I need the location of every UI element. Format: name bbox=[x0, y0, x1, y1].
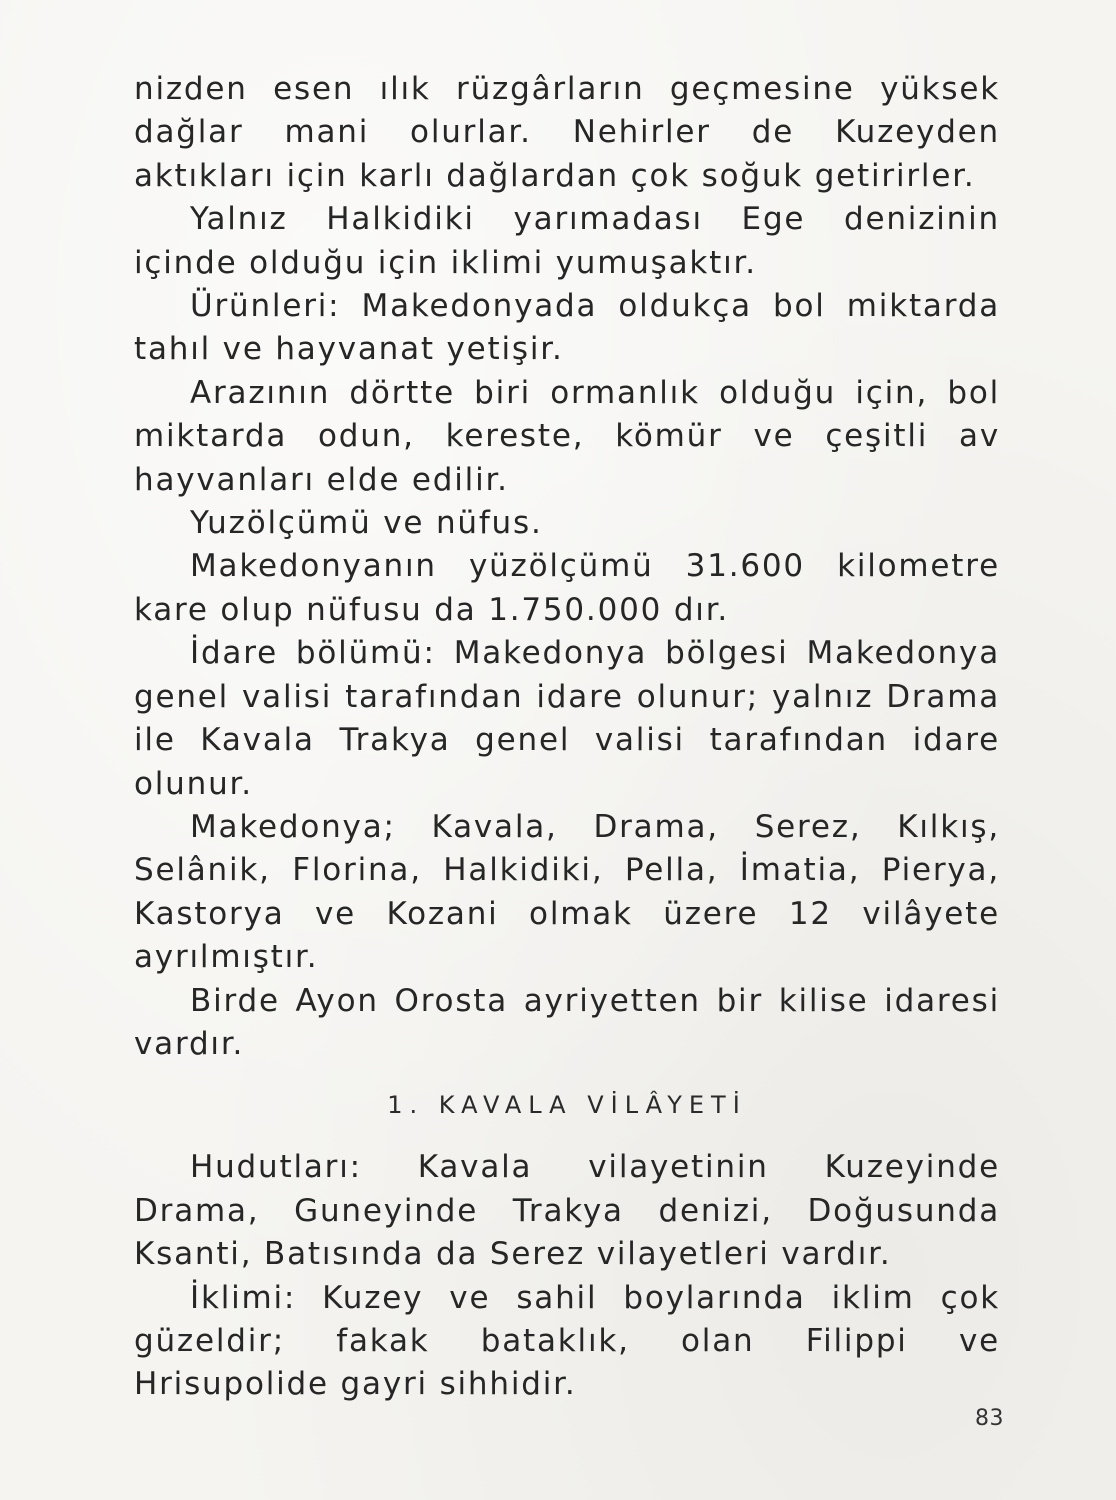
paragraph-kavala-climate: İklimi: Kuzey ve sahil boylarında iklim çok güzeldir; fakak bataklık, olan Filippi ve Hrisupolide gayri sihhidir. bbox=[134, 1279, 1000, 1403]
section-heading-kavala: 1. KAVALA VİLÂYETİ bbox=[387, 1091, 747, 1120]
page-body bbox=[134, 68, 1000, 1407]
paragraph-products: Ürünleri: Makedonyada oldukça bol miktarda tahıl ve hayvanat yetişir. bbox=[134, 288, 1000, 368]
paragraph-area-population: Makedonyanın yüzölçümü 31.600 kilometre kare olup nüfusu da 1.750.000 dır. bbox=[134, 548, 1000, 628]
paragraph-administration: İdare bölümü: Makedonya bölgesi Makedonya genel valisi tarafından idare olunur; yalnız Drama ile Kavala Trakya genel valisi tarafından idare olunur. bbox=[134, 635, 1000, 802]
page-number: 83 bbox=[975, 1406, 1004, 1431]
paragraph-kavala-borders: Hudutları: Kavala vilayetinin Kuzeyinde Drama, Guneyinde Trakya denizi, Doğusunda Ksanti, Batısında da Serez vilayetleri vardır. bbox=[134, 1149, 1000, 1273]
paragraph-winds-rivers: nizden esen ılık rüzgârların geçmesine yüksek dağlar mani olurlar. Nehirler de Kuzeyden aktıkları için karlı dağlardan çok soğuk getirirler. bbox=[134, 71, 1000, 194]
paragraph-provinces: Makedonya; Kavala, Drama, Serez, Kılkış, Selânik, Florina, Halkidiki, Pella, İmatia, Pierya, Kastorya ve Kozani olmak üzere 12 vilâyete ayrılmıştır. bbox=[134, 808, 1000, 976]
paragraph-area-population-heading: Yuzölçümü ve nüfus. bbox=[190, 505, 543, 542]
paragraph-ayon-oros: Birde Ayon Orosta ayriyetten bir kilise idaresi vardır. bbox=[134, 982, 1000, 1062]
paragraph-forests: Arazının dörtte biri ormanlık olduğu için, bol miktarda odun, kereste, kömür ve çeşitli av hayvanları elde edilir. bbox=[134, 374, 1000, 498]
paragraph-halkidiki-climate: Yalnız Halkidiki yarımadası Ege denizinin içinde olduğu için iklimi yumuşaktır. bbox=[134, 201, 1000, 281]
